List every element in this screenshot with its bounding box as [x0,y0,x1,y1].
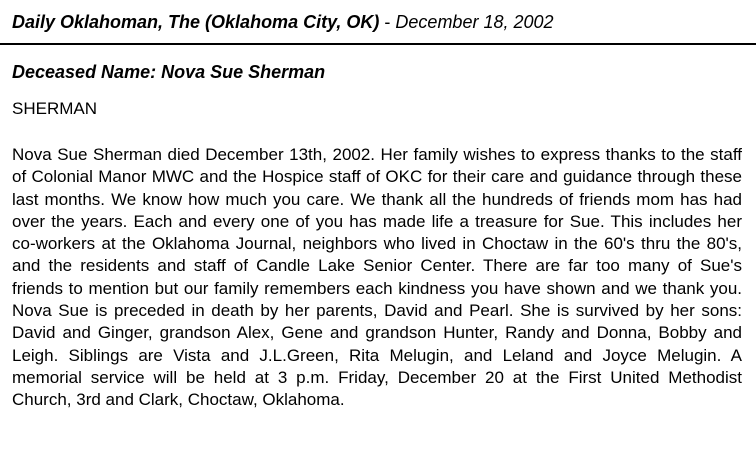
surname-heading: SHERMAN [12,99,98,118]
publication-date: December 18, 2002 [395,12,554,32]
document-header [12,10,744,34]
publication-source: Daily Oklahoman, The (Oklahoma City, OK) [12,12,380,32]
header-divider [0,43,756,45]
header-separator: - [379,12,396,32]
obituary-text: Nova Sue Sherman died December 13th, 2002. Her family wishes to express thanks to the staff of Colonial Manor MWC and the Hospice staff of OKC for their care and guidance through these last months. We know how much you care. We thank all the hundreds of friends mom has had over the years. Each and every one of you has made life a treasure for Sue. This includes her co-workers at the Oklahoma Journal, neighbors who lived in Choctaw in the 60's thru the 80's, and the residents and staff of Candle Lake Senior Center. There are far too many of Sue's friends to mention but our family remembers each kindness you have shown and we thank you. Nova Sue is preceded in death by her parents, David and Pearl. She is survived by her sons: David and Ginger, grandson Alex, Gene and grandson Hunter, Randy and Donna, Bobby and Leigh. Siblings are Vista and J.L.Green, Rita Melugin, and Leland and Joyce Melugin. A memorial service will be held at 3 p.m. Friday, December 20 at the First United Methodist Church, 3rd and Clark, Choctaw, Oklahoma. [12,145,742,410]
deceased-name: Deceased Name: Nova Sue Sherman [12,62,326,82]
